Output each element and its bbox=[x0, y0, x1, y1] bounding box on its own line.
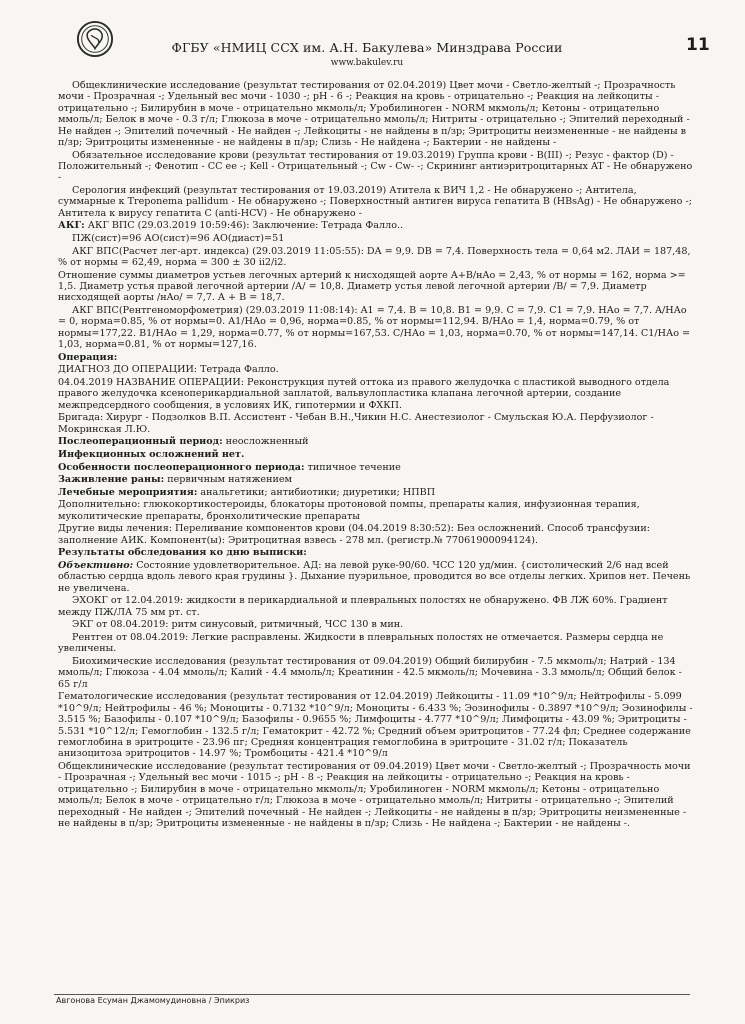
diagnosis: ДИАГНОЗ ДО ОПЕРАЦИИ: Тетрада Фалло. bbox=[58, 364, 279, 376]
other-treatment: Другие виды лечения: Переливание компонентов крови (04.04.2019 8:30:52): Без осложнений. Способ трансфузии: заполнение АИК. Компонент(ы): Эритроцитная взвесь - 278 мл. (регистр.№ 77061900094124). bbox=[58, 523, 650, 546]
objective-label: Объективно: bbox=[58, 560, 134, 571]
pressure-values: ПЖ(сист)=96 АО(сист)=96 АО(диаст)=51 bbox=[72, 233, 285, 245]
organization-title: ФГБУ «НМИЦ ССХ им. А.Н. Бакулева» Минздрава России bbox=[171, 40, 563, 55]
page-number: 11 bbox=[686, 35, 710, 55]
discharge-results-label: Результаты обследования ко дню выписки: bbox=[58, 547, 307, 559]
features-value: типичное течение bbox=[304, 461, 401, 473]
healing-value: первичным натяжением bbox=[164, 474, 293, 486]
akg-text: АКГ ВПС (29.03.2019 10:59:46): Заключение: Тетрада Фалло.. bbox=[84, 220, 404, 232]
healing-label: Заживление раны: bbox=[58, 474, 165, 486]
wound-healing bbox=[58, 474, 693, 485]
urinalysis-0204: Общеклинические исследование (результат тестирования от 02.04.2019) Цвет мочи - Светло-желтый -; Прозрачность мочи - Прозрачная -; Удельный вес мочи - 1030 -; pH - 6 -; Реакция на кровь - отрицательно -; Реакция на лейкоциты - отрицательно -; Билирубин в моче - отрицательно мкмоль/л; Уробилиноген - NORM мкмоль/л; Кетоны - отрицательно ммоль/л; Белок в моче - 0.3 г/л; Глюкоза в моче - отрицательно ммоль/л; Нитриты - отрицательно -; Эпителий переходный - Не найден -; Эпителий почечный - Не найден -; Лейкоциты - не найдены в п/зр; Эритроциты неизмененные - не найдены в п/зр; Эритроциты измененные - не найдены в п/зр; Слизь - Не найдена -; Бактерии - не найдены - bbox=[58, 80, 690, 149]
postop-label: Послеоперационный период: bbox=[58, 436, 223, 448]
postop-features bbox=[58, 462, 693, 473]
akg-lee-index: АКГ ВПС(Расчет лег-арт. индекса) (29.03.2019 11:05:55): DA = 9,9. DB = 7,4. Поверхность тела = 0,64 м2. ЛАИ = 187,48, % от нормы = 62,49, норма = 300 ± 30 ii2/i2. bbox=[58, 245, 691, 269]
features-label: Особенности послеоперационного периода: bbox=[58, 461, 305, 473]
treatment bbox=[58, 487, 693, 498]
operation-name: 04.04.2019 НАЗВАНИЕ ОПЕРАЦИИ: Реконструкция путей оттока из правого желудочка с пластикой выводного отдела правого желудочка ксеноперикардиальной заплатой, вальвулопластика клапана легочной артерии, создание межпредсердного сообщения, в условиях ИК, гипотермии и ФХКП. bbox=[58, 377, 670, 411]
additional-treatment: Дополнительно: глюкокортикостероиды, блокаторы протоновой помпы, препараты калия, инфузионная терапия, муколитические препараты, бронхолитические препараты bbox=[58, 499, 640, 522]
xray: Рентген от 08.04.2019: Легкие расправлены. Жидкости в плевральных полостях не отмечается. Размеры сердца не увеличены. bbox=[58, 632, 664, 655]
diameter-ratio: Отношение суммы диаметров устьев легочных артерий к нисходящей аорте A+B/нAo = 2,43, % от нормы = 162, норма >= 1,5. Диаметр устья правой легочной артерии /А/ = 10,8. Диаметр устья левой легочной артерии /В/ = 7,9. Диаметр нисходящей аорты /нAo/ = 7,7. A + B = 18,7. bbox=[58, 269, 686, 304]
footer-divider bbox=[54, 994, 690, 995]
epicrisis-body bbox=[58, 80, 693, 980]
infection-note: Инфекционных осложнений нет. bbox=[58, 449, 245, 461]
ecg: ЭКГ от 08.04.2019: ритм синусовый, ритмичный, ЧСС 130 в мин. bbox=[72, 619, 404, 631]
akg-label: АКГ: bbox=[58, 220, 85, 232]
hematology: Гематологические исследования (результат тестирования от 12.04.2019) Лейкоциты - 11.09 *10^9/л; Нейтрофилы - 5.099 *10^9/л; Нейтрофилы - 46 %; Моноциты - 0.7132 *10^9/л; Моноциты - 6.433 %; Эозинофилы - 0.3897 *10^9/л; Эозинофилы - 3.515 %; Базофилы - 0.107 *10^9/л; Базофилы - 0.9655 %; Лимфоциты - 4.777 *10^9/л; Лимфоциты - 43.09 %; Эритроциты - 5.531 *10^12/л; Гемоглобин - 132.5 г/л; Гематокрит - 42.72 %; Средний объем эритроцитов - 77.24 фл; Среднее содержание гемоглобина в эритроците - 23.96 пг; Средняя концентрация гемоглобина в эритроците - 31.02 г/л; Показатель анизоцитоза эритроцитов - 14.97 %; Тромбоциты - 421.4 *10^9/л bbox=[58, 691, 693, 760]
footer-patient: Авгонова Есуман Джамомудиновна / Эпикриз bbox=[56, 996, 250, 1005]
serology: Серология инфекций (результат тестирования от 19.03.2019) Атитела к ВИЧ 1,2 - Не обнаружено -; Антитела, суммарные к Treponema pallidum - Не обнаружено -; Поверхностный антиген вируса гепатита В (HBsAg) - Не обнаружено -; Антитела к вирусу гепатита С (anti-HCV) - Не обнаружено - bbox=[58, 185, 692, 219]
treatment-label: Лечебные мероприятия: bbox=[58, 486, 198, 498]
treatment-value: анальгетики; антибиотики; диуретики; НПВП bbox=[197, 486, 436, 498]
postop-period bbox=[58, 436, 693, 447]
blood-type: Обязательное исследование крови (результат тестирования от 19.03.2019) Группа крови - B(III) -; Резус - фактор (D) - Положительный -; Фенотип - CC ee -; Kell - Отрицательный -; Cw - Cw- -; Скрининг антиэритроцитарных AT - Не обнаружено - bbox=[58, 149, 693, 184]
objective-text: Состояние удовлетворительное. АД: на левой руке-90/60. ЧСС 120 уд/мин. {систолический 2/6 над всей областью сердца вдоль левого края грудины }. Дыхание пуэрильное, проводится во все отделы легких. Хрипов нет. Печень не увеличена. bbox=[58, 560, 691, 594]
bakulev-center-logo-icon bbox=[76, 20, 114, 58]
organization-url: www.bakulev.ru bbox=[330, 58, 404, 68]
akg-paragraph bbox=[58, 220, 693, 231]
akg-morphometry: АКГ ВПС(Рентгеноморфометрия) (29.03.2019 11:08:14): A1 = 7,4. B = 10,8. B1 = 9,9. C = 7,9. C1 = 7,9. НАо = 7,7. A/НАо = 0, норма=0.85, % от нормы=0. A1/НАо = 0,96, норма=0.85, % от нормы=112,94. B/НАо = 1,4, норма=0.79, % от нормы=177,22. B1/НАо = 1,29, норма=0.77, % от нормы=167,53. C/НАо = 1,03, норма=0.70, % от нормы=147,14. C1/НАо = 1,03, норма=0.81, % от нормы=127,16. bbox=[58, 305, 691, 351]
urinalysis-0904: Общеклинические исследование (результат тестирования от 09.04.2019) Цвет мочи - Светло-желтый -; Прозрачность мочи - Прозрачная -; Удельный вес мочи - 1015 -; pH - 8 -; Реакция на лейкоциты - отрицательно -; Реакция на кровь - отрицательно -; Билирубин в моче - отрицательно мкмоль/л; Уробилиноген - NORM мкмоль/л; Кетоны - отрицательно ммоль/л; Белок в моче - отрицательно г/л; Глюкоза в моче - отрицательно ммоль/л; Нитриты - отрицательно -; Эпителий переходный - Не найден -; Эпителий почечный - Не найден -; Лейкоциты - не найдены в п/зр; Эритроциты неизмененные - не найдены в п/зр; Эритроциты измененные - не найдены в п/зр; Слизь - Не найдена -; Бактерии - не найдены -. bbox=[58, 761, 691, 830]
biochemistry: Биохимические исследования (результат тестирования от 09.04.2019) Общий билирубин - 7.5 мкмоль/л; Натрий - 134 ммоль/л; Глюкоза - 4.04 ммоль/л; Калий - 4.4 ммоль/л; Креатинин - 42.5 мкмоль/л; Мочевина - 3.3 ммоль/л; Общий белок - 65 г/л bbox=[58, 656, 682, 690]
echocardiography: ЭХОКГ от 12.04.2019: жидкости в перикардиальной и плевральных полостях не обнаружено. ФВ ЛЖ 60%. Градиент между ПЖ/ЛА 75 мм рт. ст. bbox=[58, 595, 668, 618]
surgical-team: Бригада: Хирург - Подзолков В.П. Ассистент - Чебан В.Н.,Чикин Н.С. Анестезиолог - Смульская Ю.А. Перфузиолог - Мокринская Л.Ю. bbox=[58, 412, 654, 435]
operation-label: Операция: bbox=[58, 351, 118, 363]
page-header bbox=[0, 0, 745, 70]
objective-exam bbox=[58, 560, 693, 594]
postop-value: неосложненный bbox=[222, 436, 309, 448]
